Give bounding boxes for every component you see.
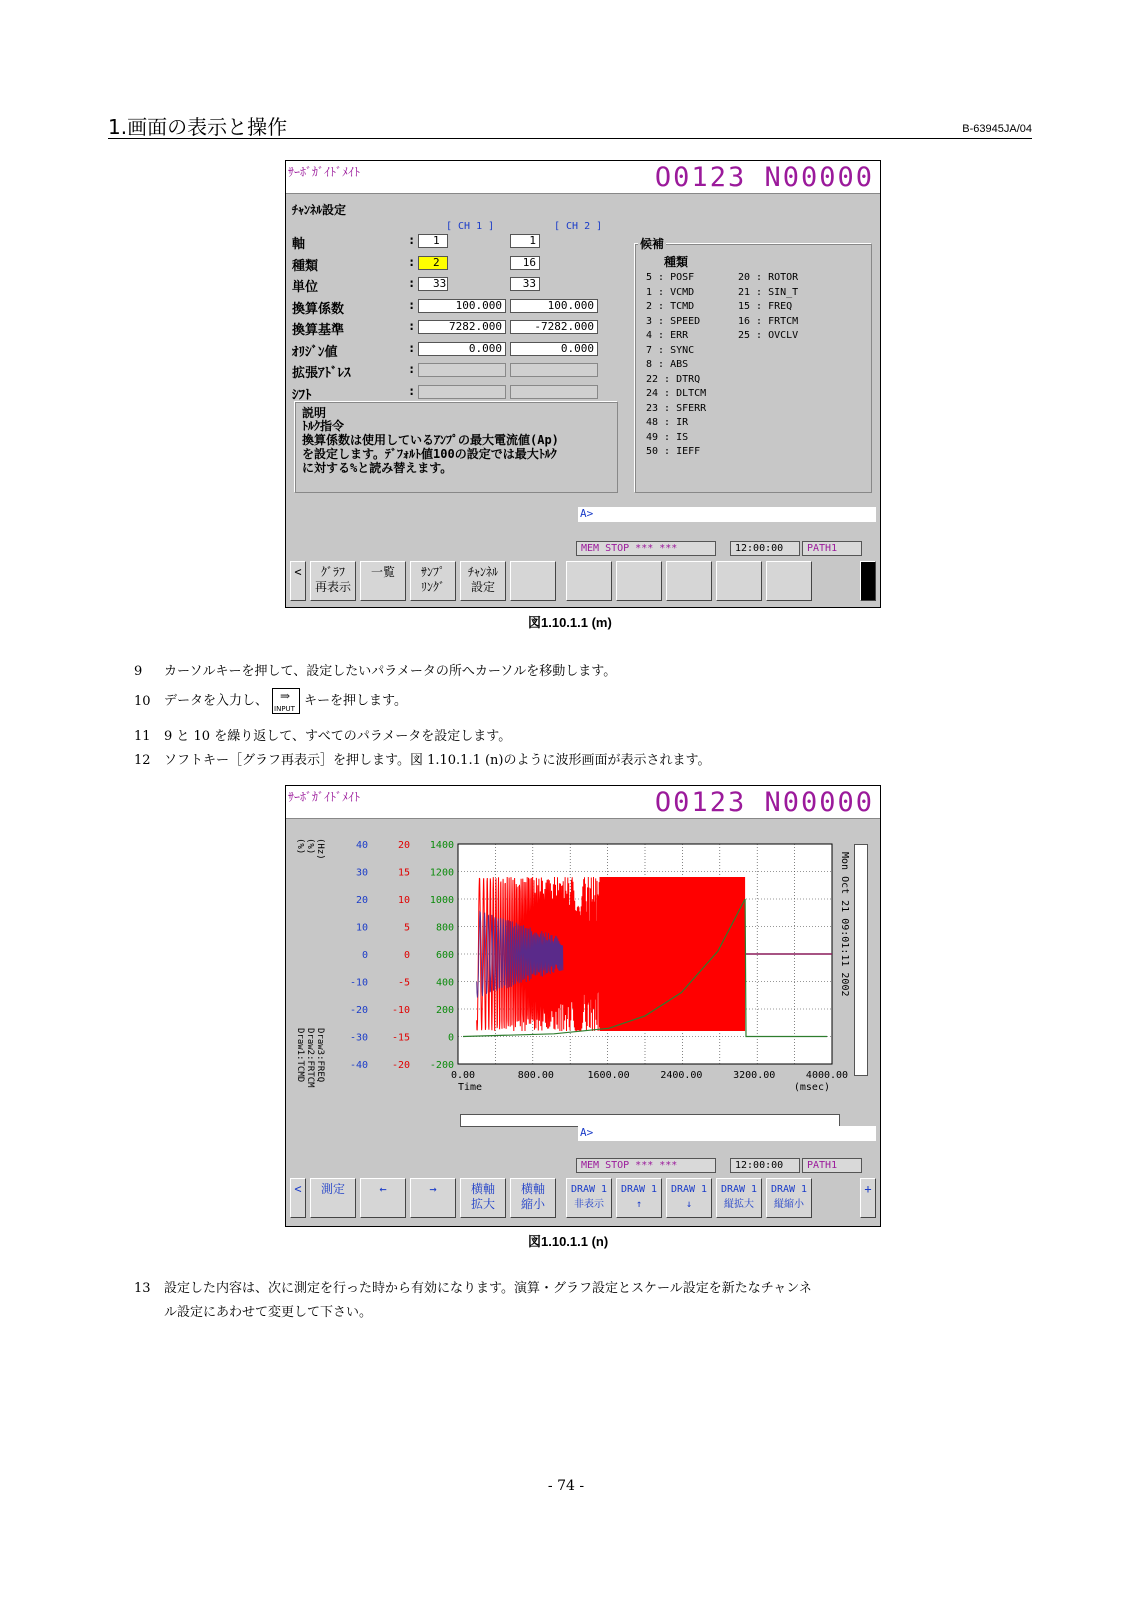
ch2-field[interactable]: 1: [510, 234, 540, 248]
candidate-item: 22 : DTRQ: [646, 373, 701, 385]
ch2-field[interactable]: 16: [510, 256, 540, 270]
softkey[interactable]: DRAW 1 縦拡大: [716, 1178, 762, 1218]
colon: :: [408, 362, 416, 376]
y-tick-label: -10: [391, 1005, 410, 1016]
ch1-field[interactable]: 7282.000: [418, 320, 506, 334]
input-line[interactable]: A>: [578, 507, 876, 522]
softkey[interactable]: [716, 561, 762, 601]
softkey[interactable]: ﾁｬﾝﾈﾙ 設定: [460, 561, 506, 601]
candidate-item: 3 : SPEED: [646, 315, 701, 327]
candidate-item: 16 : FRTCM: [738, 315, 799, 327]
softkey-left-arrow[interactable]: <: [290, 1178, 306, 1218]
input-line[interactable]: A>: [578, 1126, 876, 1141]
y-tick-label: -30: [349, 1032, 368, 1044]
description-line: 換算係数は使用しているｱﾝﾌﾟの最大電流値(Ap): [302, 433, 559, 447]
status-path: PATH1: [802, 541, 862, 556]
description-line: を設定します。ﾃﾞﾌｫﾙﾄ値100の設定では最大ﾄﾙｸ: [302, 447, 557, 461]
candidate-item: 23 : SFERR: [646, 402, 707, 414]
softkey[interactable]: [616, 561, 662, 601]
softkey-row: [286, 1178, 880, 1220]
step-10: 10 データを入力し、 ⇒ INPUT キーを押します。: [134, 689, 407, 713]
softkey[interactable]: 横軸 拡大: [460, 1178, 506, 1218]
candidate-item: 25 : OVCLV: [738, 330, 799, 341]
softkey[interactable]: DRAW 1 非表示: [566, 1178, 612, 1218]
draw-label: Draw2:FRTCM: [305, 1028, 315, 1088]
candidate-item: 5 : POSF: [646, 272, 695, 283]
x-tick-label: 0.00: [450, 1070, 476, 1081]
param-label: 単位: [292, 280, 319, 295]
param-label: 換算基準: [292, 323, 345, 338]
colon: :: [408, 340, 416, 355]
figure-caption-m: 図1.10.1.1 (m): [528, 615, 612, 630]
description-title: 説明: [302, 406, 327, 420]
y-tick-label: 20: [355, 895, 368, 906]
description-line: ﾄﾙｸ指令: [302, 419, 345, 433]
chapter-title: 1.画面の表示と操作: [108, 115, 288, 139]
candidate-item: 15 : FREQ: [738, 301, 793, 312]
candidates-title: 候補: [640, 237, 665, 251]
param-label: ｵﾘｼﾞﾝ値: [292, 344, 338, 360]
y-tick-label: 0: [403, 950, 410, 961]
doc-code: B-63945JA/04: [962, 123, 1032, 135]
candidate-item: 4 : ERR: [646, 330, 689, 341]
ch2-field[interactable]: [510, 363, 598, 377]
softkey[interactable]: 測定: [310, 1178, 356, 1218]
status-path: PATH1: [802, 1158, 862, 1173]
softkey[interactable]: DRAW 1 縦縮小: [766, 1178, 812, 1218]
screen-title-bar: [286, 786, 880, 819]
param-label: 換算係数: [292, 301, 345, 317]
app-name: ｻｰﾎﾞｶﾞｲﾄﾞﾒｲﾄ: [288, 790, 361, 804]
x-tick-label: 2400.00: [660, 1070, 703, 1081]
y-tick-label: -200: [429, 1060, 454, 1071]
y-tick-label: 200: [435, 1005, 454, 1016]
ch2-field[interactable]: 100.000: [510, 299, 598, 313]
y-tick-label: 10: [397, 895, 410, 906]
colon: :: [408, 254, 416, 269]
status-time: 12:00:00: [730, 541, 800, 556]
status-mode: MEM STOP *** ***: [576, 1158, 716, 1173]
y-tick-label: 0: [447, 1032, 454, 1044]
y-tick-label: -5: [397, 977, 410, 989]
y-tick-label: 5: [403, 922, 410, 934]
softkey[interactable]: 横軸 縮小: [510, 1178, 556, 1218]
candidate-item: 24 : DLTCM: [646, 388, 707, 399]
status-time: 12:00:00: [730, 1158, 800, 1173]
frtcm-dense-band: [600, 877, 746, 1031]
program-number: O0123 N00000: [654, 787, 874, 818]
y-tick-label: 1400: [429, 840, 454, 851]
ch1-field[interactable]: 100.000: [418, 299, 506, 313]
softkey[interactable]: [666, 561, 712, 601]
page-header: [108, 116, 1032, 139]
y-tick-label: 0: [361, 950, 368, 961]
y-tick-label: -20: [391, 1060, 410, 1071]
x-tick-label: 1600.00: [587, 1070, 630, 1081]
candidates-subtitle: 種類: [664, 255, 689, 269]
candidate-item: 1 : VCMD: [646, 286, 695, 298]
ch2-field[interactable]: 0.000: [510, 342, 598, 356]
y-tick-label: 600: [435, 950, 454, 961]
step-13: 13 設定した内容は、次に測定を行った時から有効になります。演算・グラフ設定とスケール設定を新たなチャンネ: [134, 1281, 812, 1296]
ch1-field[interactable]: 1: [418, 234, 448, 248]
softkey[interactable]: DRAW 1 ↑: [616, 1178, 662, 1218]
input-key-icon: ⇒ INPUT: [272, 688, 300, 714]
y-tick-label: 15: [397, 867, 410, 879]
candidate-item: 21 : SIN_T: [738, 286, 799, 298]
colon: :: [408, 297, 416, 312]
param-label: 種類: [292, 258, 319, 274]
ch1-field[interactable]: [418, 385, 506, 399]
program-number: O0123 N00000: [654, 162, 874, 193]
softkey[interactable]: ←: [360, 1178, 406, 1218]
param-label: 拡張ｱﾄﾞﾚｽ: [292, 366, 351, 381]
figure-caption-n: 図1.10.1.1 (n): [528, 1234, 609, 1249]
y-tick-label: 800: [435, 922, 454, 934]
step-11: 11 9 と 10 を繰り返して、すべてのパラメータを設定します。: [134, 729, 512, 744]
ch1-field[interactable]: 2: [418, 256, 448, 270]
y-tick-label: 10: [355, 922, 368, 934]
y-tick-label: 1000: [429, 895, 454, 906]
y-tick-label: 40: [355, 840, 368, 851]
softkey[interactable]: DRAW 1 ↓: [666, 1178, 712, 1218]
softkey[interactable]: [766, 561, 812, 601]
y-tick-label: -10: [349, 977, 368, 989]
screen-title-bar: [286, 161, 880, 194]
y-tick-label: -15: [391, 1032, 410, 1044]
y-tick-label: 1200: [429, 867, 454, 879]
softkey[interactable]: [510, 561, 556, 601]
ch2-header: [ CH 2 ]: [554, 221, 603, 232]
y-tick-label: 400: [435, 977, 454, 989]
app-name: ｻｰﾎﾞｶﾞｲﾄﾞﾒｲﾄ: [288, 165, 361, 179]
ch1-field[interactable]: 33: [418, 277, 448, 291]
param-label: 軸: [292, 237, 306, 252]
description-line: に対する%と読み替えます。: [302, 461, 453, 475]
step-12: 12 ソフトキー［グラフ再表示］を押します。図 1.10.1.1 (n)のように波形画面が表示されます。: [134, 753, 711, 768]
unit-label: (%): [295, 838, 305, 855]
colon: :: [408, 276, 416, 290]
x-tick-label: 4000.00: [805, 1070, 849, 1081]
datetime-label: Mon Oct 21 09:01:11 2002: [839, 852, 850, 997]
colon: :: [408, 233, 416, 247]
draw-label: Draw3:FREQ: [315, 1028, 325, 1083]
ch2-field[interactable]: -7282.000: [510, 320, 598, 334]
softkey[interactable]: →: [410, 1178, 456, 1218]
param-label: ｼﾌﾄ: [292, 387, 312, 403]
softkey-row: [286, 561, 880, 603]
unit-label: (Hz): [315, 838, 325, 860]
candidate-item: 8 : ABS: [646, 359, 689, 370]
ch2-field[interactable]: [510, 385, 598, 399]
x-tick-label: 3200.00: [733, 1070, 776, 1081]
page-number: - 74 -: [547, 1478, 585, 1494]
draw-label: Draw1:TCMD: [295, 1028, 305, 1083]
x-axis-unit: (msec): [793, 1082, 830, 1093]
softkey[interactable]: [566, 561, 612, 601]
softkey-left-arrow[interactable]: <: [290, 561, 306, 601]
section-title: ﾁｬﾝﾈﾙ設定: [292, 203, 347, 217]
screen-channel-settings: [285, 160, 881, 608]
colon: :: [408, 383, 416, 398]
screen-waveform: [285, 785, 881, 1227]
ch2-field[interactable]: 33: [510, 277, 540, 291]
softkey-plus[interactable]: +: [860, 1178, 876, 1218]
step-9: 9 カーソルキーを押して、設定したいパラメータの所へカーソルを移動します。: [134, 664, 617, 679]
softkey[interactable]: 一覧: [360, 561, 406, 601]
y-tick-label: -40: [349, 1060, 368, 1071]
step-13-continued: ル設定にあわせて変更して下さい。: [164, 1305, 373, 1320]
candidate-item: 7 : SYNC: [646, 344, 695, 356]
y-tick-label: 20: [397, 840, 410, 851]
x-axis-label: Time: [458, 1082, 483, 1093]
ch1-header: [ CH 1 ]: [446, 221, 495, 232]
waveform-chart: [286, 836, 880, 1146]
candidate-item: 48 : IR: [646, 417, 689, 428]
softkey[interactable]: ｻﾝﾌﾟ ﾘﾝｸﾞ: [410, 561, 456, 601]
vertical-scrollbar[interactable]: [854, 844, 868, 1076]
candidate-item: 20 : ROTOR: [738, 272, 799, 283]
candidate-item: 50 : IEFF: [646, 446, 701, 457]
x-tick-label: 800.00: [517, 1070, 554, 1081]
softkey[interactable]: ｸﾞﾗﾌ 再表示: [310, 561, 356, 601]
colon: :: [408, 319, 416, 333]
softkey-right-edge[interactable]: [860, 561, 876, 601]
ch1-field[interactable]: [418, 363, 506, 377]
y-tick-label: -20: [349, 1005, 368, 1016]
status-mode: MEM STOP *** ***: [576, 541, 716, 556]
candidate-item: 49 : IS: [646, 431, 689, 443]
unit-label: (%): [305, 838, 315, 855]
candidate-item: 2 : TCMD: [646, 301, 695, 312]
ch1-field[interactable]: 0.000: [418, 342, 506, 356]
y-tick-label: 30: [355, 867, 368, 879]
